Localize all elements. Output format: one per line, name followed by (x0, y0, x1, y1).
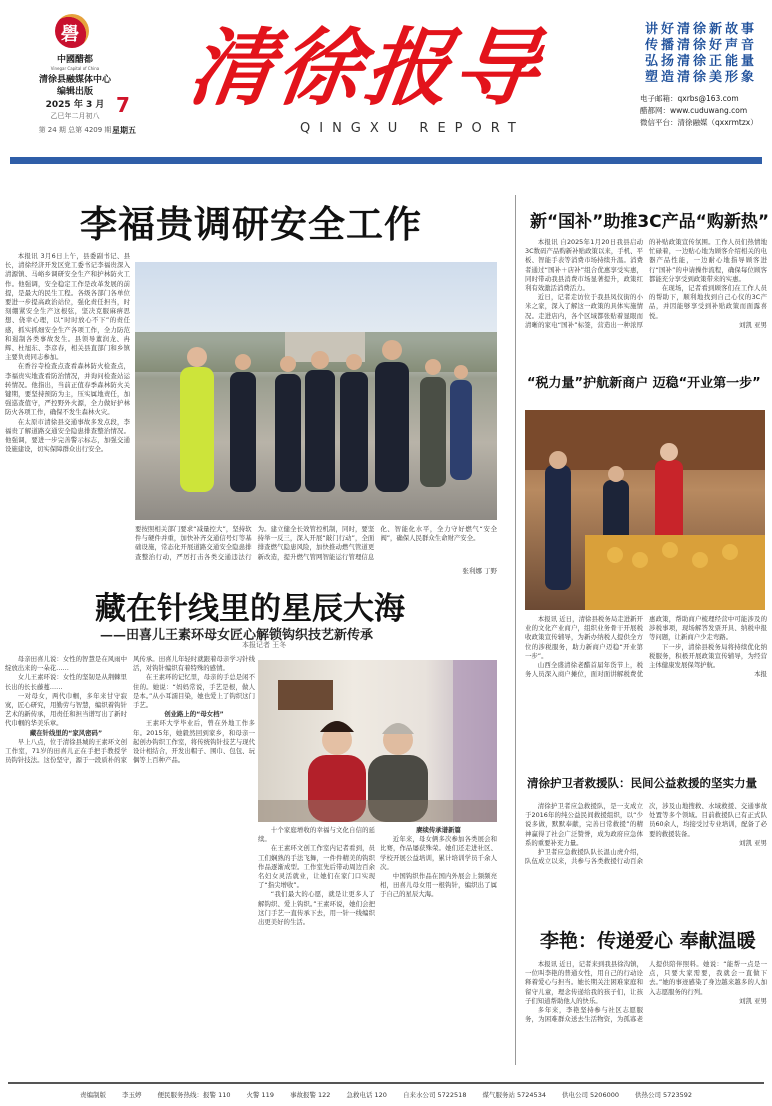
contact-info (640, 93, 768, 129)
slogan: 讲好清徐新故事 (645, 22, 758, 37)
footer-editor-label: 责编制版 (80, 1091, 106, 1099)
guobu-headline: 新“国补”助推3C产品“购新热” (530, 212, 769, 232)
hotline-heating: 供热公司 5723592 (634, 1091, 692, 1099)
footer-rule (8, 1082, 764, 1084)
shuili-photo (525, 410, 765, 610)
slogan: 弘扬清徐正能量 (645, 54, 758, 69)
lunar-date: 乙巳年二月初八 (50, 112, 100, 120)
website: 醋都网：www.cuduwang.com (640, 106, 748, 115)
lead-body: 本报讯 3月6日上午，县委副书记、县长，清徐经济开发区党工委书记李福贵深入清源镇、马峪乡调研安全生产和护林防火工作。他强调，安全稳定工作是改革发展的前提，是最大的民生工程。各级各部门各单位要进一步提高政治站位，强化责任担当，时刻绷紧安全生产这根弦，坚决克服麻痹思想、侥幸心理，以“时时放心不下”的责任感，抓实抓细安全生产各项工作，全力防范和遏制各类事故发生。县领导董润龙、冉辉、杜旭东、李彦春，相关县直部门和乡镇主要负责同志参加。 在香谷寺检查点查看森林防火检查点，李福贵实地查看防治情况，并询问检查站运转情况。他指出，当前正值春季森林防火关键期，要坚持预防为主，压实属地责任，加强巡查值守，严控野外火源，全力做好护林防火各项工作，确保不发生森林火灾。 在太原市清徐县交通事故多发点段，李福贵了解道路交通安全隐患排查整治情况。他强调，要进一步完善警示标志，加强交通设施建设，切实保障群众出行安全。 (5, 252, 130, 454)
tax-officers-at-market-photo (525, 410, 765, 610)
date-year-month: 2025 年 3 月 (45, 100, 105, 110)
publisher: 清徐县融媒体中心 (38, 75, 111, 85)
slogans (645, 22, 757, 86)
feature-subtitle: ——田喜儿王素环母女匠心解锁钩织技艺新传承 (100, 628, 374, 643)
feature-byline: 本报记者 王冬 (242, 641, 287, 649)
liyan-headline: 李艳：传递爱心 奉献温暖 (540, 930, 756, 952)
slogan: 传播清徐好声音 (645, 38, 758, 53)
guobu-byline: 刘凯 亚男 (738, 320, 767, 329)
lead-under-photo-text: 要按照相关部门要求“减量控大”，坚持软件与硬件并重，加快补齐交通信号灯等基础设施，常态化开展道路交通安全隐患排查整治行动，严厉打击各类交通违法行为。建立健全长效管控机制，同时，要坚持举一反三，深入开展“敲门行动”，全面排查燃气隐患风险，加快推动燃气管道更新改造，提升燃气管网智能运行管理信息化、智能化水平，全力守好燃气“安全阀”，确保人民群众生命财产安全。 (135, 525, 497, 561)
masthead-title: 清徐报导 (183, 18, 550, 117)
hotline-fire: 火警 119 (246, 1091, 274, 1099)
footer-editor: 李玉婷 (122, 1091, 142, 1099)
mother-daughter-photo (258, 660, 497, 822)
huwei-body: 清徐护卫者应急救援队，是一支成立于2016年的纯公益民间救援组织，以“少说多做，默默奉献，完善日常救援”的精神赢得了社会广泛赞誉，成为政府应急体系的重要补充力量。 护卫者应急救援队队长温山虎介绍，队伍成立以来，共参与各类救援行动百余次，涉及山地搜救、水域救援、交通事故处置等多个领域。目前救援队已有正式队员60余人，均接受过专业培训，配备了必要的救援装备。 刘凯 亚男 (525, 802, 767, 866)
hotline-gas: 煤气服务站 5724534 (482, 1091, 546, 1099)
feature-body-col3: 十个家庭增收的幸福与文化自信的延续。 在王素环文创工作室内记者看到，员工们娴熟的手法飞舞，一件件精美的钩织作品逐渐成型。工作室先后带动周边百余名妇女灵活就业，让她们在家门口实现了“指尖增收”。 “我们最大的心愿，就是让更多人了解钩织、爱上钩织。”王素环说，她们会把这门手艺一直传承下去，用一针一线编织出更美好的生活。 (258, 826, 375, 927)
huwei-headline: 清徐护卫者救援队：民间公益救援的坚实力量 (527, 776, 757, 790)
header-rule (10, 157, 762, 164)
huwei-byline: 刘凯 亚男 (738, 838, 767, 847)
issue-number: 第 24 期 总第 4209 期 (38, 126, 112, 134)
wechat: 微信平台：清徐融媒（qxxrmtzx） (640, 118, 758, 127)
liyan-body: 本报讯 近日，记者来到我县徐沟镇，一位叫李艳的普通女性，用自己的行动诠释着爱心与担当。她长期关注困难家庭和留守儿童，理念传递给我的孩子们，让孩子们知道帮助他人的快乐。 多年来，李艳坚持参与社区志愿服务，为困难群众送去生活物资，为孤寡老人提供陪伴照料。她说：“能帮一点是一点，只要大家需要，我就会一直做下去。”她的事迹感染了身边越来越多的人加入志愿服务的行列。 刘凯 亚男 (525, 960, 767, 1024)
shuili-headline: “税力量”护航新商户 迈稳“开业第一步” (527, 376, 761, 391)
hotline-ambulance: 急救电话 120 (346, 1091, 387, 1099)
date-day: 7 (116, 93, 130, 117)
brand-en: Vinegar Capital of China (50, 66, 100, 71)
footer (0, 1090, 772, 1099)
lead-photo (135, 262, 497, 520)
brand-name: 中國醋都 (56, 55, 93, 65)
logo: 礐 (55, 14, 89, 48)
hotline-police: 便民服务热线：报警 110 (157, 1091, 231, 1099)
feature-body-col4: 赓续传承谱新篇 近年来，母女俩多次参加各类展会和比赛，作品屡获殊荣。她们还走进社区、学校开展公益培训，累计培训学员千余人次。 中国钩织作品在国内外展会上频频亮相，田喜儿母女用一根钩针，编织出了属于自己的星辰大海。 (380, 826, 497, 899)
feature-headline: 藏在针线里的星辰大海 (95, 591, 405, 627)
masthead-title-en: QINGXU REPORT (300, 121, 525, 136)
weekday: 星期五 (112, 126, 136, 135)
feature-photo (258, 660, 497, 822)
hotline-water: 自来水公司 5722518 (402, 1091, 467, 1099)
hotline-traffic: 事故报警 122 (289, 1091, 331, 1099)
publisher-line2: 编辑出版 (56, 87, 93, 97)
shuili-body: 本报讯 近日，清徐县税务局走进新开业的文化产业商户，组织业务骨干开展税收政策宣传辅导，为新办纳税人提供全方位的涉税服务，助力新商户迈稳“开业第一步”。 山西全盛清徐老醋首届年货节上，税务人员深入商户摊位，面对面讲解税费优惠政策，帮助商户梳理经营中可能涉及的涉税事项，现场解答发票开具、纳税申报等问题，让新商户少走弯路。 下一步，清徐县税务局将持续优化纳税服务，积极开展政策宣传辅导，为经营主体健康发展保驾护航。 本报 (525, 615, 767, 679)
lead-headline: 李福贵调研安全工作 (80, 203, 422, 246)
feature-body: 母亲田喜儿说：女性的智慧是在风雨中绽放出来的一朵花…… 女儿王素环说：女性的坚韧是从荆棘里长出的长长藤蔓…… 一对母女，两代巾帼，多年来甘守寂寞，匠心研究，用勤劳与智慧，编织着钩针艺术的新传承，用责任和担当谱写出了新时代巾帼的华美乐章。 藏在针线里的“家风密码” 早上八点，位于清徐县城的王素环文创工作室，71岁的田喜儿正在手把手教授学员钩针技法。这份坚守，源于一段质朴的家风传承。田喜儿年轻时就跟着母亲学习针线活，对钩针编织有着特殊的感情。 在王素环的记忆里，母亲的手总是闲不住的。她说：“妈妈常说，手艺是根，做人是本。”从小耳濡目染，她也爱上了钩织这门手艺。 创业路上的“母女档” 王素环大学毕业后，曾在外地工作多年。2015年，她毅然回到家乡，和母亲一起创办钩织工作室，将传统钩针技艺与现代设计相结合，开发出帽子、围巾、包包、玩偶等上百种产品。 (5, 655, 255, 765)
shuili-byline: 本报 (754, 670, 767, 679)
guobu-body: 本报讯 自2025年1月20日我县启动3C数码产品购新补贴政策以来，手机、平板、智能手表等消费市场持续升温。消费者通过“国补＋店补”组合优惠享受实惠，同时带动我县消费市场显著提升，政策红利有效激活消费活力。 近日，记者走访位于我县凤仪街的小米之家，深入了解这一政策的具体实施情况。走进店内，各个区域都张贴着显眼而清晰的家电“国补”标签，营造出一种浓厚的补贴政策宣传氛围。工作人员们热情地忙碌着，一边贴心地为顾客介绍相关的电器产品性能，一边耐心地指导顾客进行“国补”的申请操作流程，确保每位顾客都能充分享受到政策带来的实惠。 在现场，记者看到顾客们在工作人员的帮助下，顺利地找到自己心仪的3C产品，并因能够享受到补贴政策而面露喜悦。 刘凯 亚男 (525, 238, 767, 329)
lead-byline: 张利娜 丁野 (462, 567, 497, 575)
column-divider (515, 195, 516, 1065)
slogan: 塑造清徐美形象 (645, 70, 758, 85)
officials-inspecting-photo (135, 262, 497, 520)
email: 电子邮箱：qxrbs@163.com (640, 94, 739, 103)
liyan-byline: 刘凯 亚男 (738, 996, 767, 1005)
hotline-power: 供电公司 5206000 (561, 1091, 619, 1099)
